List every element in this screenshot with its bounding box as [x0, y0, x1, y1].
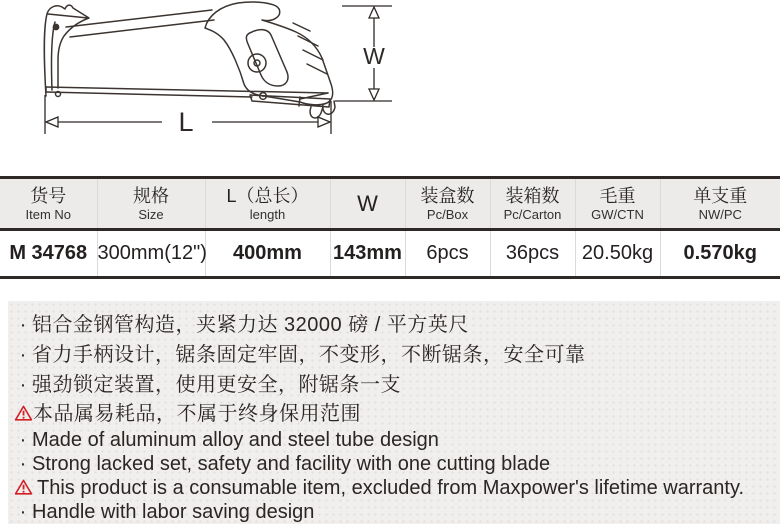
- warning-icon: [14, 478, 33, 497]
- feature-item: [14, 370, 772, 400]
- dimension-w-label: W: [363, 43, 385, 69]
- spec-table: [0, 176, 780, 279]
- cell-gw-ctn: 20.50kg: [575, 230, 660, 278]
- feature-text: 本品属易耗品，不属于终身保用范围: [33, 403, 361, 425]
- product-diagram: [0, 0, 780, 170]
- bullet-icon: ·: [19, 374, 27, 396]
- cell-pc-carton: 36pcs: [490, 230, 575, 278]
- bullet-icon: ·: [19, 429, 27, 451]
- col-header-size: 规格 Size: [97, 178, 205, 230]
- col-header-nw-pc: 单支重 NW/PC: [660, 178, 780, 230]
- col-header-pc-carton: 装箱数 Pc/Carton: [490, 178, 575, 230]
- feature-text: Strong lacked set, safety and facility with one cutting blade: [32, 453, 551, 475]
- cell-size: 300mm(12"): [97, 230, 205, 278]
- feature-text: 强劲锁定装置，使用更安全，附锯条一支: [32, 374, 401, 396]
- feature-item-warning: [14, 476, 772, 500]
- cell-nw-pc: 0.570kg: [660, 230, 780, 278]
- warning-icon: [14, 404, 33, 423]
- feature-text: Handle with labor saving design: [32, 501, 315, 523]
- feature-text: Made of aluminum alloy and steel tube design: [32, 429, 439, 451]
- cell-length: 400mm: [205, 230, 330, 278]
- spec-table-row: [0, 230, 780, 278]
- col-header-item-no: 货号 Item No: [25, 186, 71, 222]
- spec-table-header-row: [0, 178, 780, 230]
- col-header-w: W: [330, 178, 405, 230]
- feature-item: [14, 428, 772, 452]
- cell-pc-box: 6pcs: [405, 230, 490, 278]
- feature-item: [14, 310, 772, 340]
- bullet-icon: ·: [19, 453, 27, 475]
- cell-w: 143mm: [330, 230, 405, 278]
- dimension-l-label: L: [178, 107, 194, 137]
- feature-text: 省力手柄设计，锯条固定牢固，不变形，不断锯条，安全可靠: [32, 344, 586, 366]
- feature-item-warning: [14, 400, 772, 428]
- cell-item-no: M 34768: [9, 242, 88, 264]
- feature-item: [14, 452, 772, 476]
- blade-top-line: [46, 87, 328, 93]
- bullet-icon: ·: [19, 344, 27, 366]
- feature-text: 铝合金钢管构造，夹紧力达 32000 磅 / 平方英尺: [32, 314, 469, 336]
- blade-bottom-line: [46, 92, 252, 97]
- bullet-icon: ·: [19, 314, 27, 336]
- features-panel: [8, 301, 780, 524]
- col-header-pc-box: 装盒数 Pc/Box: [405, 178, 490, 230]
- col-header-length: L（总长） length: [205, 178, 330, 230]
- feature-item: [14, 500, 772, 524]
- hacksaw-drawing: [0, 0, 780, 170]
- feature-item: [14, 340, 772, 370]
- feature-text: This product is a consumable item, excluded from Maxpower's lifetime warranty.: [37, 477, 745, 499]
- col-header-gw-ctn: 毛重 GW/CTN: [575, 178, 660, 230]
- bullet-icon: ·: [19, 501, 27, 523]
